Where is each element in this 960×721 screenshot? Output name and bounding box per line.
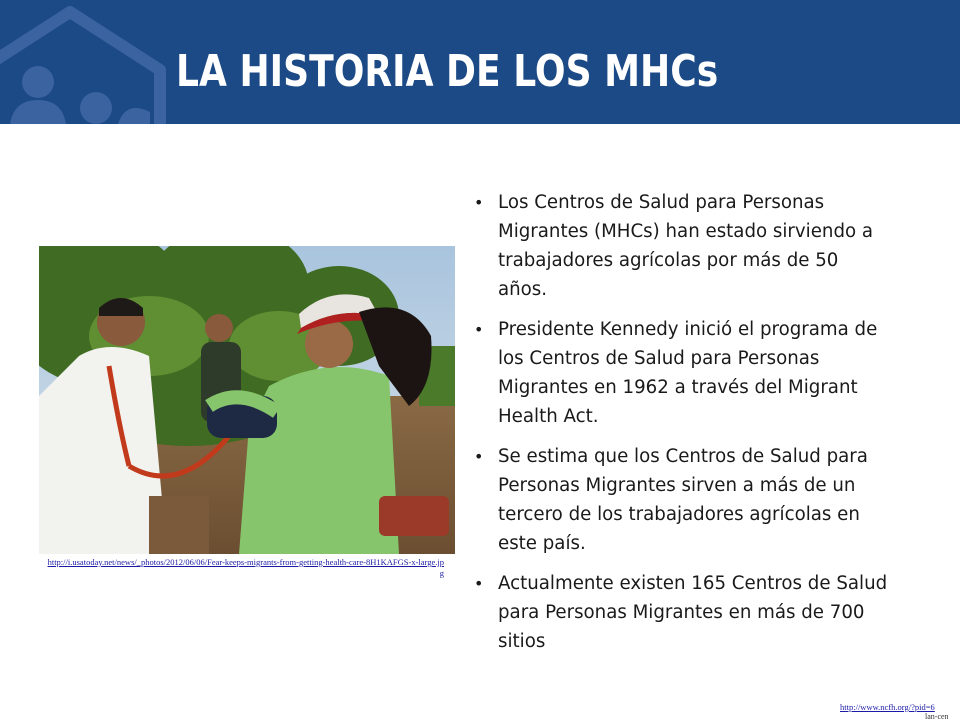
bullet-item [470, 442, 890, 558]
header-band [0, 0, 960, 124]
footer-source-link-tail: lan-cen [925, 712, 949, 721]
bullet-dot-icon: • [474, 193, 484, 212]
house-logo-watermark-icon [0, 0, 200, 124]
bullet-item [470, 315, 890, 431]
bullet-text: Se estima que los Centros de Salud para Personas Migrantes sirven a más de un tercero de los trabajadores agrícolas en este país. [498, 446, 868, 554]
footer-source-link[interactable]: http://www.ncfh.org/?pid=6 [840, 702, 935, 712]
bullet-text: Actualmente existen 165 Centros de Salud para Personas Migrantes en más de 700 sitios [498, 573, 888, 652]
slide-title: LA HISTORIA DE LOS MHCs [176, 46, 719, 97]
photo-credit-link[interactable]: http://i.usatoday.net/news/_photos/2012/06/06/Fear-keeps-migrants-from-getting-health-care-8H1KAFGS-x-large.jpg [47, 557, 444, 578]
bullet-dot-icon: • [474, 320, 484, 339]
migrant-health-photo [39, 246, 455, 554]
bullet-item [470, 569, 890, 656]
bullet-text: Los Centros de Salud para Personas Migrantes (MHCs) han estado sirviendo a trabajadores agrícolas por más de 50 años. [498, 192, 874, 300]
bullet-item [470, 188, 890, 304]
bullet-list [470, 188, 890, 667]
bullet-dot-icon: • [474, 574, 484, 593]
bullet-text: Presidente Kennedy inició el programa de los Centros de Salud para Personas Migrantes en 1962 a través del Migrant Health Act. [498, 319, 878, 427]
bullet-dot-icon: • [474, 447, 484, 466]
